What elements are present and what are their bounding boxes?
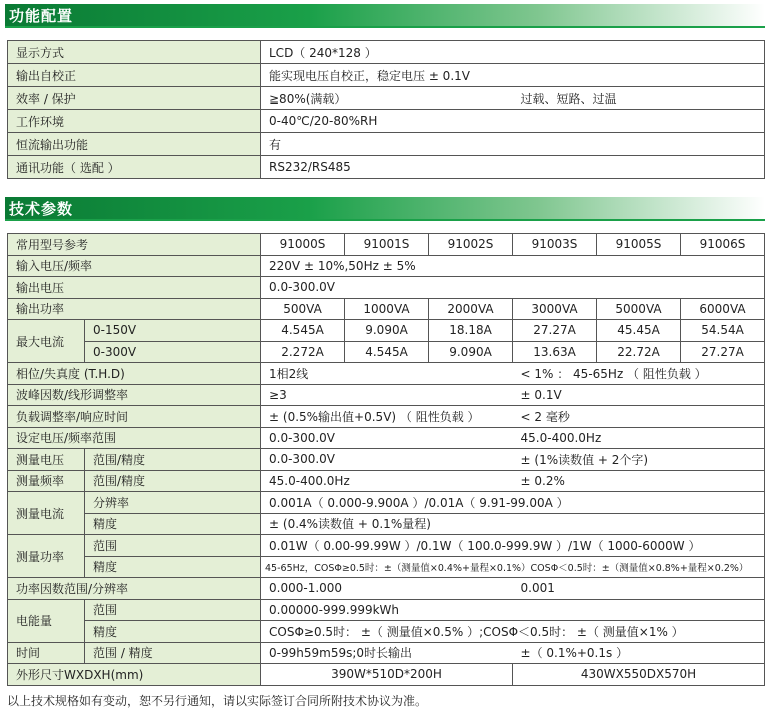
table-row [8, 133, 765, 156]
current-cell: 18.18A [429, 320, 513, 342]
table-row [8, 341, 765, 363]
row-value: 45.0-400.0Hz [261, 470, 513, 492]
row-label: 测量频率 [8, 470, 85, 492]
row-value: LCD（ 240*128 ） [261, 41, 765, 64]
table-row [8, 110, 765, 133]
sub-label: 范围 / 精度 [85, 642, 261, 664]
power-cell: 500VA [261, 298, 345, 320]
row-label: 常用型号参考 [8, 234, 261, 256]
section-header-tech [5, 197, 765, 219]
divider [5, 219, 765, 221]
sub-label: 范围/精度 [85, 470, 261, 492]
row-value-2: < 1% ： 45-65Hz （ 阻性负载 ） [513, 363, 765, 385]
function-config-table [7, 40, 765, 179]
row-label: 显示方式 [8, 41, 261, 64]
row-label: 相位/失真度 (T.H.D) [8, 363, 261, 385]
sub-label: 精度 [85, 556, 261, 578]
sub-label: 范围 [85, 535, 261, 557]
model-cell: 91003S [513, 234, 597, 256]
power-cell: 5000VA [597, 298, 681, 320]
model-cell: 91001S [345, 234, 429, 256]
row-value: 220V ± 10%,50Hz ± 5% [261, 255, 765, 277]
sub-label: 分辨率 [85, 492, 261, 514]
power-cell: 6000VA [681, 298, 765, 320]
row-label: 输出电压 [8, 277, 261, 299]
row-label: 效率 / 保护 [8, 87, 261, 110]
table-row [8, 255, 765, 277]
row-value: 1相2线 [261, 363, 513, 385]
row-label: 功率因数范围/分辨率 [8, 578, 261, 600]
row-value-2: 过载、短路、过温 [513, 87, 765, 110]
table-row [8, 277, 765, 299]
power-cell: 3000VA [513, 298, 597, 320]
row-label: 输出自校正 [8, 64, 261, 87]
row-value: COSΦ≥0.5时： ±（ 测量值×0.5% ）;COSΦ＜0.5时： ±（ 测量值×1% ） [261, 621, 765, 643]
row-value: RS232/RS485 [261, 156, 765, 179]
row-value-2: ± 0.2% [513, 470, 765, 492]
current-cell: 27.27A [513, 320, 597, 342]
row-value: 0.0-300.0V [261, 449, 513, 471]
current-cell: 54.54A [681, 320, 765, 342]
row-value: 0.000-1.000 [261, 578, 513, 600]
row-value: 0.0-300.0V [261, 277, 765, 299]
section-title: 技术参数 [9, 200, 74, 218]
current-cell: 9.090A [429, 341, 513, 363]
row-value-2: ±（ 0.1%+0.1s ） [513, 642, 765, 664]
sub-label: 范围/精度 [85, 449, 261, 471]
row-label: 波峰因数/线形调整率 [8, 384, 261, 406]
power-cell: 1000VA [345, 298, 429, 320]
table-row [8, 298, 765, 320]
tech-params-table [7, 233, 765, 686]
current-cell: 27.27A [681, 341, 765, 363]
sub-label: 精度 [85, 621, 261, 643]
model-cell: 91002S [429, 234, 513, 256]
current-cell: 22.72A [597, 341, 681, 363]
row-label: 工作环境 [8, 110, 261, 133]
table-row [8, 64, 765, 87]
row-value: 45-65Hz，COSΦ≥0.5时：±（测量值×0.4%+量程×0.1%）COSΦ＜0.5时：±（测量值×0.8%+量程×0.2%） [261, 556, 765, 578]
section-title: 功能配置 [9, 7, 74, 25]
row-label: 测量电压 [8, 449, 85, 471]
row-label: 时间 [8, 642, 85, 664]
sub-label: 0-150V [85, 320, 261, 342]
row-label: 负载调整率/响应时间 [8, 406, 261, 428]
table-row [8, 513, 765, 535]
model-cell: 91000S [261, 234, 345, 256]
model-cell: 91006S [681, 234, 765, 256]
table-row [8, 599, 765, 621]
row-label: 测量电流 [8, 492, 85, 535]
row-value: ≥3 [261, 384, 513, 406]
section-header-function [5, 4, 765, 26]
row-value-2: 430WX550DX570H [513, 664, 765, 686]
row-value-2: < 2 毫秒 [513, 406, 765, 428]
row-value: 0-99h59m59s;0时长输出 [261, 642, 513, 664]
table-row [8, 320, 765, 342]
row-label: 电能量 [8, 599, 85, 642]
table-row [8, 556, 765, 578]
row-value-2: ± 0.1V [513, 384, 765, 406]
table-row [8, 578, 765, 600]
row-value-2: ± (1%读数值 + 2个字) [513, 449, 765, 471]
row-value: ± (0.5%输出值+0.5V) （ 阻性负载 ） [261, 406, 513, 428]
row-label: 输入电压/频率 [8, 255, 261, 277]
table-row [8, 156, 765, 179]
table-row [8, 535, 765, 557]
row-label: 输出功率 [8, 298, 261, 320]
table-row [8, 664, 765, 686]
current-cell: 45.45A [597, 320, 681, 342]
row-label: 通讯功能（ 选配 ） [8, 156, 261, 179]
row-label: 测量功率 [8, 535, 85, 578]
divider [5, 26, 765, 28]
row-value-2: 0.001 [513, 578, 765, 600]
power-cell: 2000VA [429, 298, 513, 320]
row-value: ≧80%(满载） [261, 87, 513, 110]
current-cell: 9.090A [345, 320, 429, 342]
table-row [8, 449, 765, 471]
current-cell: 13.63A [513, 341, 597, 363]
row-label: 恒流输出功能 [8, 133, 261, 156]
table-row [8, 87, 765, 110]
row-value: 0.01W（ 0.00-99.99W ）/0.1W（ 100.0-999.9W ）/1W（ 1000-6000W ） [261, 535, 765, 557]
row-value: 0-40℃/20-80%RH [261, 110, 765, 133]
table-row [8, 406, 765, 428]
row-label: 最大电流 [8, 320, 85, 363]
row-value: 0.0-300.0V [261, 427, 513, 449]
table-row [8, 642, 765, 664]
table-row [8, 427, 765, 449]
row-value: ± (0.4%读数值 + 0.1%量程) [261, 513, 765, 535]
table-row [8, 363, 765, 385]
sub-label: 0-300V [85, 341, 261, 363]
sub-label: 精度 [85, 513, 261, 535]
table-row [8, 41, 765, 64]
table-row [8, 621, 765, 643]
model-cell: 91005S [597, 234, 681, 256]
table-row [8, 470, 765, 492]
row-value: 390W*510D*200H [261, 664, 513, 686]
table-row [8, 492, 765, 514]
row-label: 外形尺寸WXDXH(mm) [8, 664, 261, 686]
table-row [8, 234, 765, 256]
row-value-2: 45.0-400.0Hz [513, 427, 765, 449]
row-value: 能实现电压自校正，稳定电压 ± 0.1V [261, 64, 765, 87]
row-label: 设定电压/频率范围 [8, 427, 261, 449]
row-value: 有 [261, 133, 765, 156]
table-row [8, 384, 765, 406]
current-cell: 4.545A [345, 341, 429, 363]
footnote: 以上技术规格如有变动，恕不另行通知，请以实际签订合同所附技术协议为准。 [7, 694, 428, 708]
row-value: 0.001A（ 0.000-9.900A ）/0.01A（ 9.91-99.00A ） [261, 492, 765, 514]
current-cell: 2.272A [261, 341, 345, 363]
current-cell: 4.545A [261, 320, 345, 342]
row-value: 0.00000-999.999kWh [261, 599, 765, 621]
sub-label: 范围 [85, 599, 261, 621]
